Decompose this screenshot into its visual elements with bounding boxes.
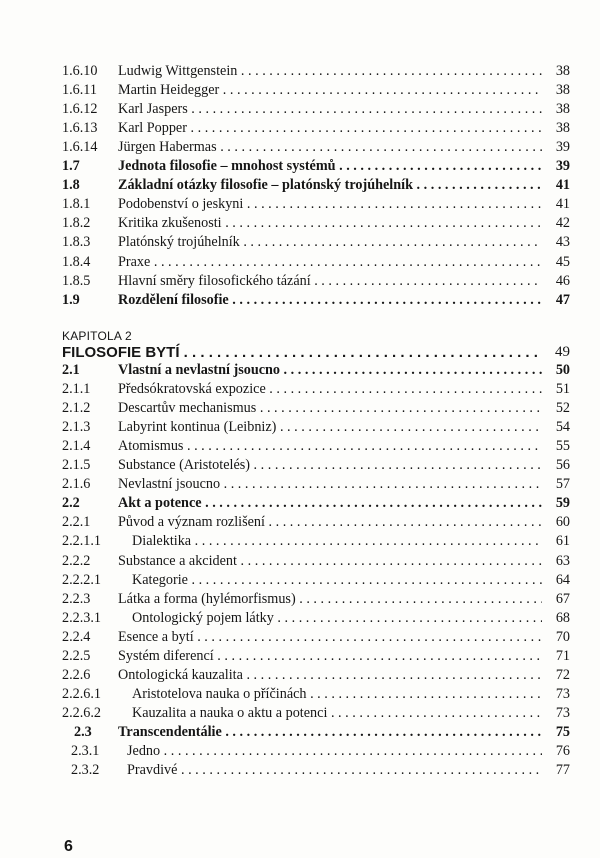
toc-entry-number: 1.8.5 — [62, 272, 91, 289]
toc-entry-number: 2.2.6.2 — [62, 704, 102, 721]
toc-entry — [0, 494, 600, 513]
toc-entry — [0, 62, 600, 81]
toc-entry-title: Kauzalita a nauka o aktu a potenci . . . — [132, 704, 542, 723]
toc-entry-number: 2.2.6.1 — [62, 685, 102, 702]
toc-entry-number: 2.3 — [74, 723, 92, 740]
toc-entry-page: 38 — [555, 82, 570, 99]
chapter-title: FILOSOFIE BYTÍ . . . — [62, 343, 542, 362]
toc-entry-page: 76 — [555, 743, 570, 759]
toc-entry-title: Karl Jaspers . . . — [118, 100, 542, 119]
toc-entry-title: Ontologický pojem látky . . . — [132, 609, 542, 628]
toc-entry — [0, 513, 600, 532]
toc-entry-number: 2.2.3 — [62, 590, 91, 607]
toc-entry-title: Aristotelova nauka o příčinách . . . — [132, 685, 542, 704]
toc-entry — [0, 456, 600, 475]
toc-entry — [0, 723, 600, 742]
toc-entry-title: Nevlastní jsoucno . . . — [118, 475, 542, 494]
toc-entry — [0, 119, 600, 138]
toc-entry — [0, 361, 600, 380]
toc-entry-page: 61 — [555, 533, 570, 550]
toc-entry-number: 2.2 — [62, 495, 80, 512]
toc-entry-title: Předsókratovská expozice . . . — [118, 380, 542, 399]
toc-entry-page: 63 — [555, 552, 570, 569]
toc-entry — [0, 590, 600, 609]
toc-entry-number: 2.3.2 — [71, 762, 100, 779]
toc-entry-number: 2.2.1.1 — [62, 533, 102, 550]
toc-entry-number: 1.6.11 — [62, 82, 97, 99]
toc-entry — [0, 571, 600, 590]
toc-entry — [0, 685, 600, 704]
toc-entry-title: Rozdělení filosofie . . . — [118, 291, 542, 310]
toc-entry-title: Podobenství o jeskyni . . . — [118, 195, 542, 214]
toc-entry — [0, 399, 600, 418]
toc-entry — [0, 214, 600, 233]
toc-entry-title: Původ a význam rozlišení . . . — [118, 513, 542, 532]
toc-entry-number: 2.1.6 — [62, 476, 91, 493]
toc-entry — [0, 195, 600, 214]
toc-entry-page: 70 — [555, 628, 570, 645]
toc-entry-page: 41 — [555, 177, 570, 194]
toc-entry-number: 1.7 — [62, 158, 80, 175]
toc-entry-title: Platónský trojúhelník . . . — [118, 233, 542, 252]
toc-entry-number: 2.2.5 — [62, 647, 91, 664]
toc-entry — [0, 272, 600, 291]
toc-entry — [0, 609, 600, 628]
toc-entry-page: 50 — [555, 362, 570, 378]
toc-entry-page: 45 — [555, 253, 570, 270]
toc-entry-page: 57 — [555, 476, 570, 493]
toc-entry-number: 1.8.3 — [62, 234, 91, 251]
toc-entry — [0, 253, 600, 272]
toc-entry-title: Jürgen Habermas . . . — [118, 138, 542, 157]
toc-entry — [0, 532, 600, 551]
toc-entry-title: Kritika zkušenosti . . . — [118, 214, 542, 233]
chapter-label: KAPITOLA 2 — [62, 329, 132, 343]
toc-entry-number: 1.6.14 — [62, 139, 98, 156]
toc-entry-page: 64 — [555, 571, 570, 588]
toc-entry-number: 2.3.1 — [71, 743, 100, 759]
toc-entry-page: 75 — [555, 723, 570, 740]
toc-entry-title: Atomismus . . . — [118, 437, 542, 456]
toc-entry — [0, 437, 600, 456]
toc-entry-title: Jedno . . . — [127, 742, 542, 761]
toc-entry-page: 46 — [555, 272, 570, 289]
toc-entry-page: 39 — [555, 139, 570, 156]
toc-entry-title: Substance (Aristotelés) . . . — [118, 456, 542, 475]
toc-entry-page: 38 — [555, 63, 570, 79]
toc-entry-title: Pravdivé . . . — [127, 761, 542, 780]
chapter-title-row — [0, 343, 600, 362]
toc-entry-number: 2.2.6 — [62, 666, 91, 683]
toc-entry-title: Akt a potence . . . — [118, 494, 542, 513]
toc-entry-number: 2.1.2 — [62, 400, 91, 417]
toc-entry — [0, 742, 600, 761]
toc-entry-page: 39 — [555, 158, 570, 175]
toc-entry-number: 2.2.4 — [62, 628, 91, 645]
toc-entry-page: 77 — [555, 762, 570, 779]
toc-entry — [0, 628, 600, 647]
toc-entry-page: 73 — [555, 704, 570, 721]
toc-entry — [0, 475, 600, 494]
toc-entry-title: Martin Heidegger . . . — [118, 81, 542, 100]
toc-entry-page: 51 — [555, 381, 570, 398]
toc-entry-page: 47 — [555, 291, 570, 308]
toc-entry-number: 2.1 — [62, 362, 80, 378]
toc-entry-page: 38 — [555, 120, 570, 137]
toc-entry — [0, 233, 600, 252]
toc-entry-title: Dialektika . . . — [132, 532, 542, 551]
toc-entry — [0, 157, 600, 176]
toc-entry-title: Vlastní a nevlastní jsoucno . . . — [118, 361, 542, 380]
toc-entry-title: Esence a bytí . . . — [118, 628, 542, 647]
toc-entry-number: 1.8 — [62, 177, 80, 194]
toc-entry-page: 71 — [555, 647, 570, 664]
toc-entry-page: 60 — [555, 514, 570, 531]
toc-entry — [0, 704, 600, 723]
toc-entry-title: Ludwig Wittgenstein . . . — [118, 62, 542, 81]
toc-entry — [0, 138, 600, 157]
toc-entry-title: Základní otázky filosofie – platónský trojúhelník . . . — [118, 176, 542, 195]
toc-entry-title: Ontologická kauzalita . . . — [118, 666, 542, 685]
toc-entry-title: Transcendentálie . . . — [118, 723, 542, 742]
toc-entry-number: 2.1.1 — [62, 381, 91, 398]
toc-entry — [0, 418, 600, 437]
toc-entry — [0, 100, 600, 119]
toc-entry — [0, 291, 600, 310]
toc-entry-number: 2.1.3 — [62, 419, 91, 436]
toc-entry-number: 2.2.1 — [62, 514, 91, 531]
page-number: 6 — [64, 838, 73, 855]
toc-entry-page: 55 — [555, 438, 570, 455]
toc-entry — [0, 647, 600, 666]
toc-entry-number: 1.6.12 — [62, 101, 98, 118]
toc-entry-number: 2.1.5 — [62, 457, 91, 474]
toc-entry — [0, 761, 600, 780]
toc-entry-page: 54 — [555, 419, 570, 436]
toc-entry — [0, 380, 600, 399]
toc-entry-page: 68 — [555, 609, 570, 626]
toc-entry-page: 42 — [555, 215, 570, 232]
toc-entry-title: Hlavní směry filosofického tázání . . . — [118, 272, 542, 291]
toc-entry — [0, 666, 600, 685]
toc-entry-page: 41 — [555, 196, 570, 213]
toc-entry-number: 2.2.2 — [62, 552, 91, 569]
toc-entry-page: 59 — [555, 495, 570, 512]
toc-entry-page: 38 — [555, 101, 570, 118]
toc-entry-number: 1.8.4 — [62, 253, 91, 270]
toc-entry — [0, 176, 600, 195]
toc-entry-title: Kategorie . . . — [132, 571, 542, 590]
toc-entry-number: 2.2.3.1 — [62, 609, 102, 626]
toc-entry-title: Látka a forma (hylémorfismus) . . . — [118, 590, 542, 609]
toc-entry-title: Jednota filosofie – mnohost systémů . . . — [118, 157, 542, 176]
toc-entry-number: 1.8.2 — [62, 215, 91, 232]
toc-entry-page: 73 — [555, 685, 570, 702]
toc-entry-page: 56 — [555, 457, 570, 474]
toc-entry-title: Praxe . . . — [118, 253, 542, 272]
toc-entry-page: 72 — [555, 666, 570, 683]
toc-entry-number: 1.6.13 — [62, 120, 98, 137]
toc-entry-title: Karl Popper . . . — [118, 119, 542, 138]
toc-entry-number: 1.8.1 — [62, 196, 91, 213]
toc-entry-title: Labyrint kontinua (Leibniz) . . . — [118, 418, 542, 437]
toc-entry-number: 1.6.10 — [62, 63, 98, 79]
toc-entry — [0, 81, 600, 100]
toc-entry — [0, 552, 600, 571]
toc-entry-page: 67 — [555, 590, 570, 607]
toc-entry-title: Descartův mechanismus . . . — [118, 399, 542, 418]
toc-entry-title: Substance a akcident . . . — [118, 552, 542, 571]
toc-entry-number: 1.9 — [62, 291, 80, 308]
toc-entry-number: 2.1.4 — [62, 438, 91, 455]
toc-entry-number: 2.2.2.1 — [62, 571, 102, 588]
toc-entry-page: 52 — [555, 400, 570, 417]
toc-entry-title: Systém diferencí . . . — [118, 647, 542, 666]
chapter-page: 49 — [555, 344, 570, 360]
toc-entry-page: 43 — [555, 234, 570, 251]
